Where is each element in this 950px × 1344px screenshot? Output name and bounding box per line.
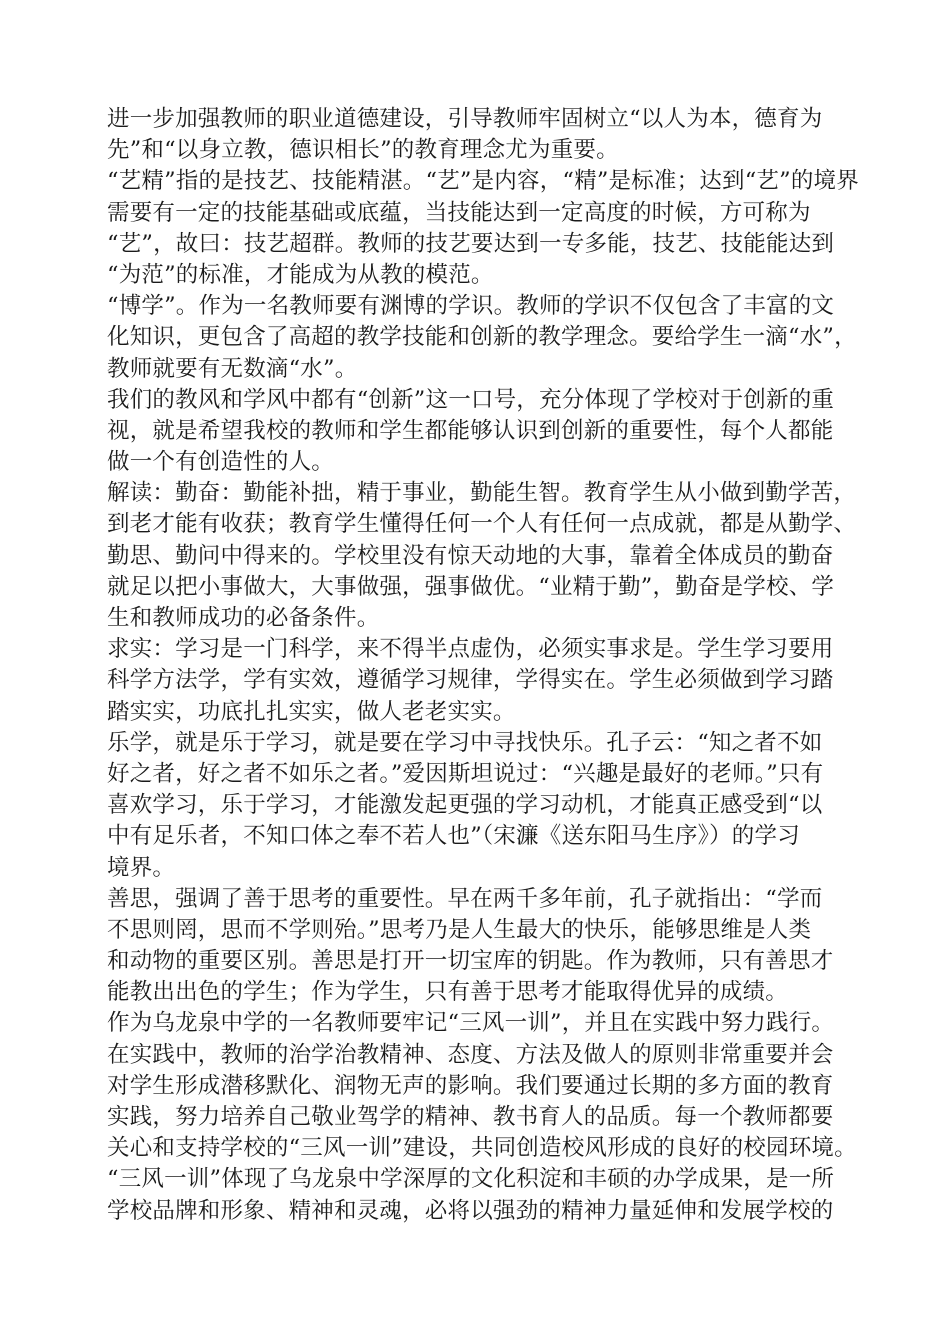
text-line: 实践，努力培养自己敬业驾学的精神、教书育人的品质。每一个教师都要 xyxy=(107,1104,834,1130)
text-line: 教师就要有无数滴“水”。 xyxy=(107,355,358,382)
text-line: 到老才能有收获；教育学生懂得任何一个人有任何一点成就，都是从勤学、 xyxy=(107,511,857,538)
text-line: 先”和“以身立教，德识相长”的教育理念尤为重要。 xyxy=(107,137,619,164)
text-line: 在实践中，教师的治学治教精神、态度、方法及做人的原则非常重要并会 xyxy=(107,1041,834,1068)
text-line: 乐学，就是乐于学习，就是要在学习中寻找快乐。孔子云：“知之者不如 xyxy=(107,729,823,756)
text-line: 科学方法学，学有实效，遵循学习规律，学得实在。学生必须做到学习踏 xyxy=(107,667,834,694)
text-line: “艺精”指的是技艺、技能精湛。“艺”是内容，“精”是标准；达到“艺”的境界 xyxy=(107,168,859,195)
text-line: 生和教师成功的必备条件。 xyxy=(107,605,380,631)
text-line: 化知识，更包含了高超的教学技能和创新的教学理念。要给学生一滴“水”， xyxy=(107,324,857,351)
text-line: 进一步加强教师的职业道德建设，引导教师牢固树立“以人为本，德育为 xyxy=(107,106,823,132)
text-line: 求实：学习是一门科学，来不得半点虚伪，必须实事求是。学生学习要用 xyxy=(107,636,834,663)
text-line: 不思则罔，思而不学则殆。”思考乃是人生最大的快乐，能够思维是人类 xyxy=(107,916,812,943)
text-line: “三风一训”体现了乌龙泉中学深厚的文化积淀和丰硕的办学成果，是一所 xyxy=(107,1166,835,1193)
text-line: 学校品牌和形象、精神和灵魂，必将以强劲的精神力量延伸和发展学校的 xyxy=(107,1197,834,1224)
text-line: 关心和支持学校的“三风一训”建设，共同创造校风形成的良好的校园环境。 xyxy=(107,1135,857,1162)
text-line: 视，就是希望我校的教师和学生都能够认识到创新的重要性，每个人都能 xyxy=(107,417,834,444)
text-line: 能教出出色的学生；作为学生，只有善于思考才能取得优异的成绩。 xyxy=(107,979,789,1006)
text-line: 勤思、勤问中得来的。学校里没有惊天动地的大事，靠着全体成员的勤奋 xyxy=(107,542,834,569)
text-line: 喜欢学习，乐于学习，才能激发起更强的学习动机，才能真正感受到“以 xyxy=(107,792,823,819)
text-line: 做一个有创造性的人。 xyxy=(107,449,335,476)
text-line: 我们的教风和学风中都有“创新”这一口号，充分体现了学校对于创新的重 xyxy=(107,386,835,413)
text-line: 中有足乐者，不知口体之奉不若人也”（宋濂《送东阳马生序》）的学习 xyxy=(107,823,800,850)
text-line: 境界。 xyxy=(107,854,176,881)
text-line: 踏实实，功底扎扎实实，做人老老实实。 xyxy=(107,698,516,725)
text-line: 解读：勤奋：勤能补拙，精于事业，勤能生智。教育学生从小做到勤学苦， xyxy=(107,480,857,507)
text-line: “博学”。作为一名教师要有渊博的学识。教师的学识不仅包含了丰富的文 xyxy=(107,293,835,320)
text-line: 好之者，好之者不如乐之者。”爱因斯坦说过：“兴趣是最好的老师。”只有 xyxy=(107,760,824,787)
text-line: 需要有一定的技能基础或底蕴，当技能达到一定高度的时候，方可称为 xyxy=(107,199,811,226)
text-line: “为范”的标准，才能成为从教的模范。 xyxy=(107,261,494,288)
text-line: 对学生形成潜移默化、润物无声的影响。我们要通过长期的多方面的教育 xyxy=(107,1072,834,1099)
text-line: 就足以把小事做大，大事做强，强事做优。“业精于勤”，勤奋是学校、学 xyxy=(107,573,835,600)
document-body xyxy=(107,104,857,1227)
text-line: 善思，强调了善于思考的重要性。早在两千多年前，孔子就指出：“学而 xyxy=(107,885,823,912)
text-line: 和动物的重要区别。善思是打开一切宝库的钥匙。作为教师，只有善思才 xyxy=(107,948,834,975)
text-line: “艺”，故曰：技艺超群。教师的技艺要达到一专多能，技艺、技能能达到 xyxy=(107,230,835,257)
text-line: 作为乌龙泉中学的一名教师要牢记“三风一训”，并且在实践中努力践行。 xyxy=(107,1010,835,1037)
